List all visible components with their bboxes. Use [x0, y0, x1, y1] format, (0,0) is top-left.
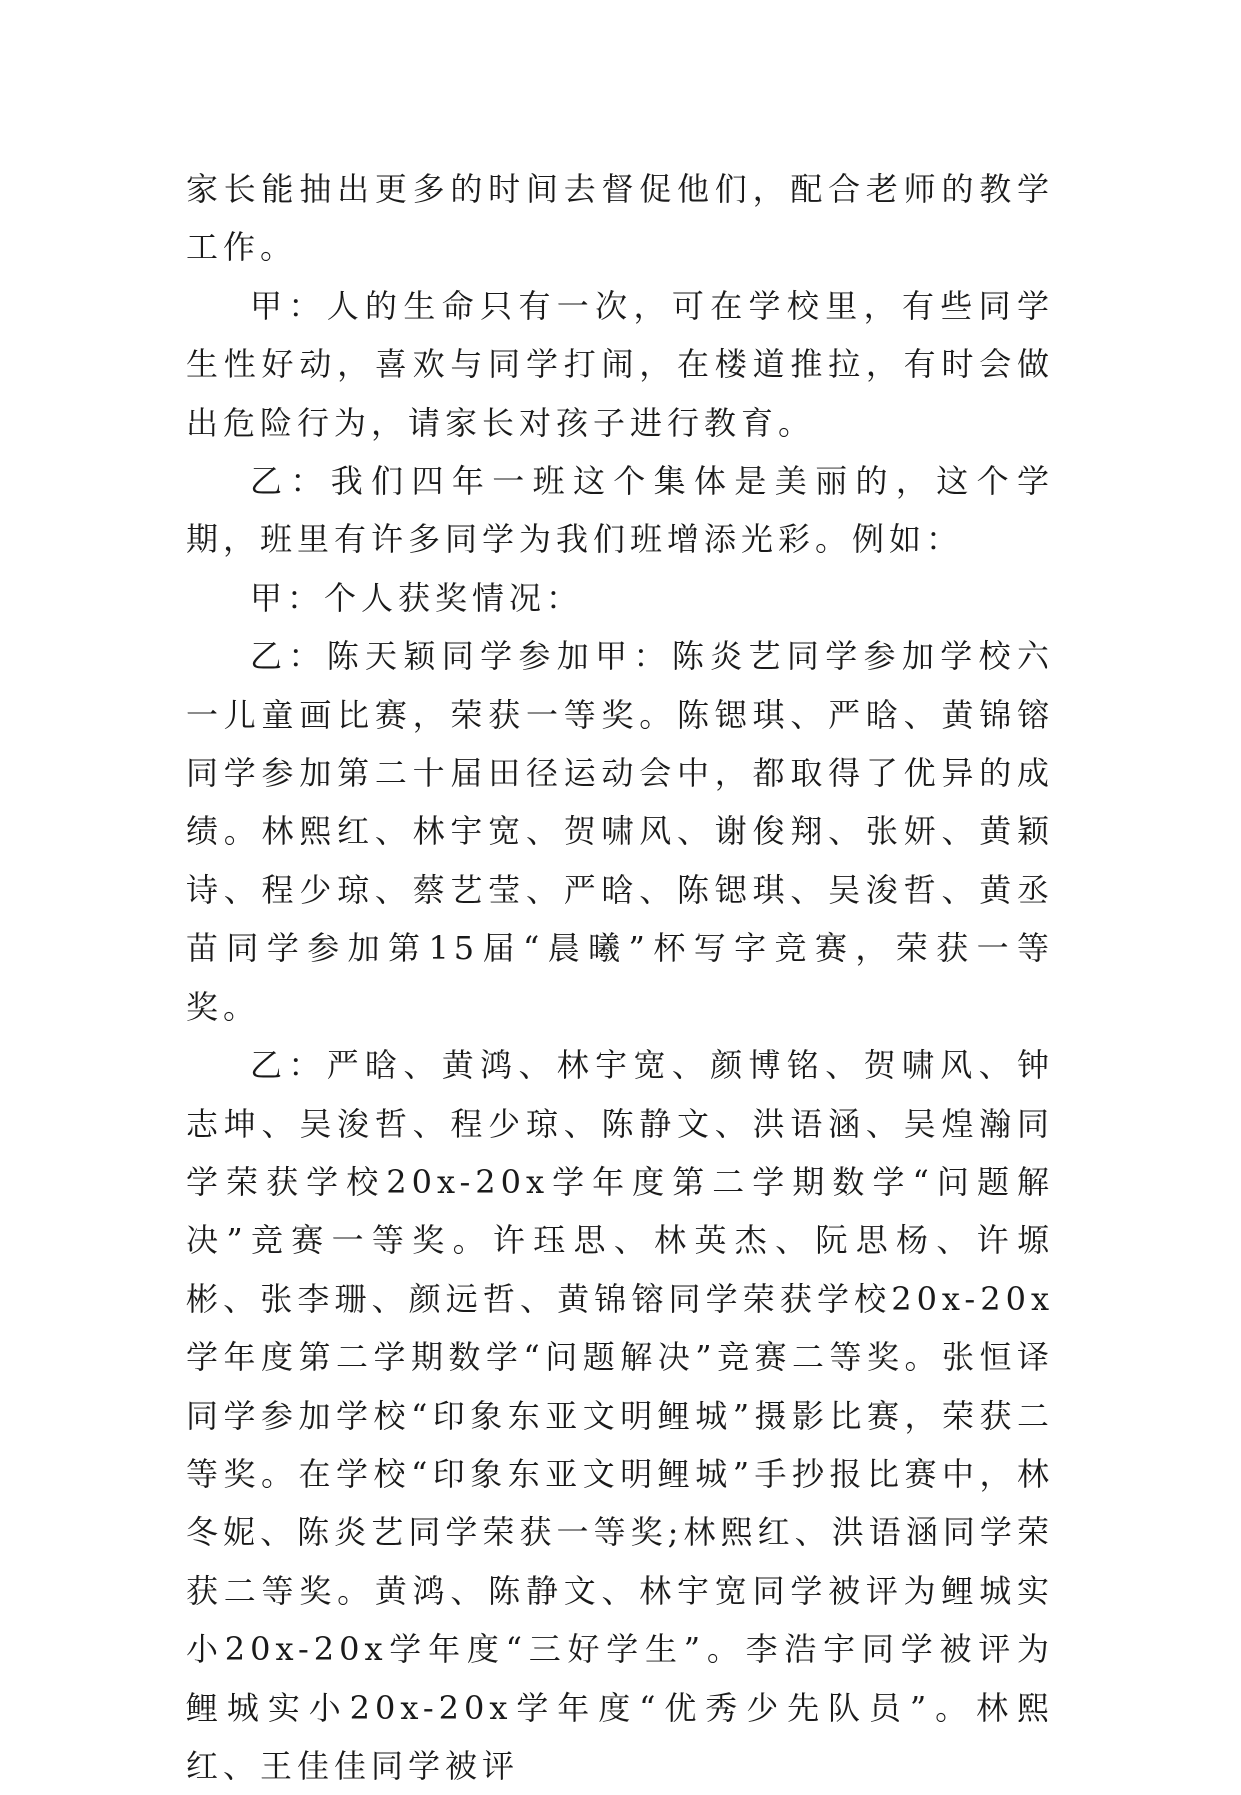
paragraph-2: 甲：人的生命只有一次，可在学校里，有些同学生性好动，喜欢与同学打闹，在楼道推拉，有时会做出危险行为，请家长对孩子进行教育。 [186, 286, 1054, 442]
paragraph-3: 乙：我们四年一班这个集体是美丽的，这个学期，班里有许多同学为我们班增添光彩。例如： [186, 462, 1054, 559]
paragraph-5: 乙：陈天颖同学参加甲：陈炎艺同学参加学校六一儿童画比赛，荣获一等奖。陈锶琪、严晗、黄锦镕同学参加第二十届田径运动会中，都取得了优异的成绩。林熙红、林宇宽、贺啸风、谢俊翔、张妍、黄颖诗、程少琼、蔡艺莹、严晗、陈锶琪、吴浚哲、黄丞苗同学参加第15届“晨曦”杯写字竞赛，荣获一等奖。 [186, 637, 1054, 1026]
document-body [186, 160, 1054, 1795]
paragraph-1: 家长能抽出更多的时间去督促他们，配合老师的教学工作。 [186, 170, 1054, 267]
paragraph-4: 甲：个人获奖情况： [250, 578, 584, 617]
paragraph-6: 乙：严晗、黄鸿、林宇宽、颜博铭、贺啸风、钟志坤、吴浚哲、程少琼、陈静文、洪语涵、吴煌瀚同学荣获学校20x-20x学年度第二学期数学“问题解决”竞赛一等奖。许珏思、林英杰、阮思杨、许塬彬、张李珊、颜远哲、黄锦镕同学荣获学校20x-20x学年度第二学期数学“问题解决”竞赛二等奖。张恒译同学参加学校“印象东亚文明鲤城”摄影比赛，荣获二等奖。在学校“印象东亚文明鲤城”手抄报比赛中，林冬妮、陈炎艺同学荣获一等奖;林熙红、洪语涵同学荣获二等奖。黄鸿、陈静文、林宇宽同学被评为鲤城实小20x-20x学年度“三好学生”。李浩宇同学被评为鲤城实小20x-20x学年度“优秀少先队员”。林熙红、王佳佳同学被评 [186, 1046, 1054, 1785]
